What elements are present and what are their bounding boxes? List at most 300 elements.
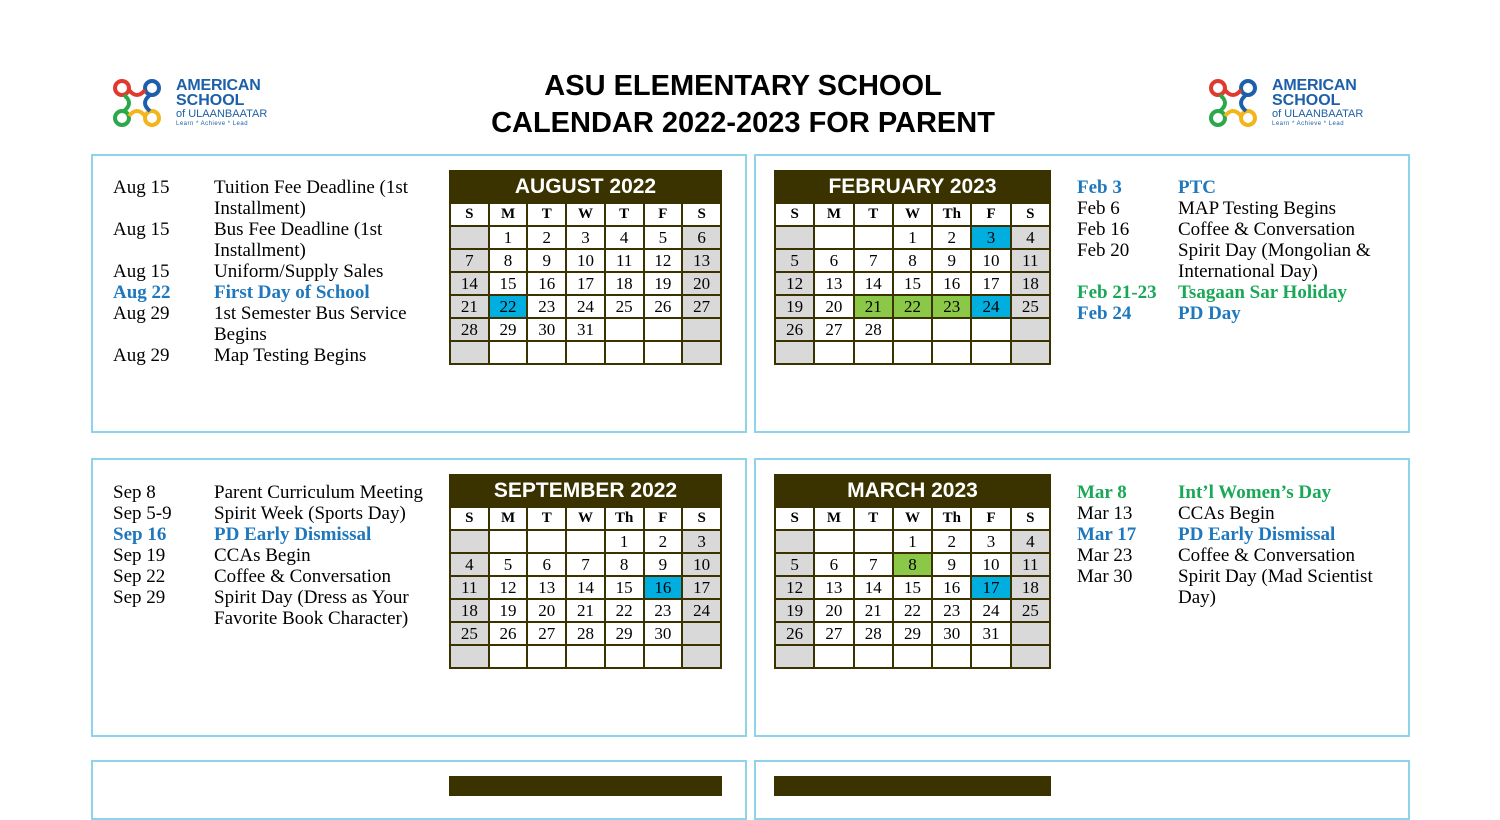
calendar-day-cell: 11: [605, 249, 644, 272]
calendar-day-cell: [814, 341, 853, 364]
calendar-day-cell: 22: [893, 295, 932, 318]
event-date: Mar 8: [1077, 482, 1127, 503]
page-subtitle: CALENDAR 2022-2023 FOR PARENT: [491, 107, 995, 139]
calendar-day-cell: 27: [682, 295, 721, 318]
event-description: Spirit Day (Mongolian & International Day): [1178, 240, 1371, 282]
events-march: [1077, 482, 1397, 608]
event-date: Aug 22: [113, 282, 171, 303]
event-item: [113, 524, 433, 545]
calendar-day-cell: 1: [605, 530, 644, 553]
event-description: PD Day: [1178, 303, 1241, 324]
calendar-day-cell: [1011, 318, 1050, 341]
calendar-day-cell: 23: [527, 295, 566, 318]
calendar-day-cell: [527, 645, 566, 668]
event-item: [1077, 566, 1397, 608]
calendar-day-cell: 5: [775, 553, 814, 576]
event-item: [113, 566, 433, 587]
month-title: SEPTEMBER 2022: [450, 475, 721, 507]
calendar-day-cell: [971, 341, 1010, 364]
event-item: [113, 587, 433, 629]
calendar-day-cell: [1011, 622, 1050, 645]
weekday-header: T: [527, 203, 566, 226]
calendar-day-cell: [450, 341, 489, 364]
calendar-day-cell: 16: [932, 272, 971, 295]
calendar-week-row: [450, 599, 721, 622]
event-description: Bus Fee Deadline (1st Installment): [214, 219, 383, 261]
calendar-day-cell: 23: [932, 295, 971, 318]
event-description: MAP Testing Begins: [1178, 198, 1337, 219]
calendar-day-cell: 28: [450, 318, 489, 341]
weekday-header: S: [1011, 507, 1050, 530]
calendar-day-cell: [775, 341, 814, 364]
weekday-header: M: [489, 507, 528, 530]
calendar-day-cell: 29: [605, 622, 644, 645]
calendar-week-row: [450, 318, 721, 341]
calendar-day-cell: 12: [644, 249, 683, 272]
calendar-day-cell: [775, 645, 814, 668]
calendar-day-cell: 1: [893, 530, 932, 553]
calendar-day-cell: 7: [854, 553, 893, 576]
calendar-week-row: [775, 576, 1050, 599]
calendar-day-cell: 7: [450, 249, 489, 272]
calendar-day-cell: [854, 530, 893, 553]
calendar-day-cell: 19: [775, 295, 814, 318]
calendar-day-cell: 21: [566, 599, 605, 622]
calendar-day-cell: 26: [775, 318, 814, 341]
event-date: Sep 19: [113, 545, 166, 566]
calendar-day-cell: [971, 318, 1010, 341]
weekday-header: T: [605, 203, 644, 226]
weekday-header: F: [971, 203, 1010, 226]
event-description: Spirit Day (Dress as Your Favorite Book Character): [214, 587, 409, 629]
calendar-day-cell: 4: [1011, 226, 1050, 249]
event-item: [113, 482, 433, 503]
event-date: Feb 20: [1077, 240, 1130, 261]
calendar-day-cell: 21: [854, 295, 893, 318]
calendar-day-cell: 24: [682, 599, 721, 622]
calendar-day-cell: 3: [566, 226, 605, 249]
calendar-day-cell: 25: [1011, 295, 1050, 318]
calendar-week-row: [775, 341, 1050, 364]
calendar-day-cell: [682, 318, 721, 341]
calendar-day-cell: [775, 226, 814, 249]
calendar-day-cell: 14: [450, 272, 489, 295]
calendar-day-cell: 4: [1011, 530, 1050, 553]
event-date: Mar 30: [1077, 566, 1133, 587]
calendar-day-cell: 9: [527, 249, 566, 272]
calendar-day-cell: [566, 341, 605, 364]
calendar-day-cell: 25: [1011, 599, 1050, 622]
event-description: Coffee & Conversation: [1178, 219, 1355, 240]
calendar-day-cell: [644, 318, 683, 341]
event-item: [113, 345, 433, 366]
weekday-header: T: [527, 507, 566, 530]
calendar-day-cell: [814, 530, 853, 553]
month-title: MARCH 2023: [775, 475, 1050, 507]
calendar-day-cell: [1011, 645, 1050, 668]
calendar-day-cell: 29: [893, 622, 932, 645]
event-item: [1077, 545, 1397, 566]
calendar-day-cell: 19: [644, 272, 683, 295]
event-description: Spirit Day (Mad Scientist Day): [1178, 566, 1373, 608]
calendar-day-cell: [605, 645, 644, 668]
calendar-day-cell: [450, 530, 489, 553]
calendar-day-cell: 5: [489, 553, 528, 576]
calendar-day-cell: 29: [489, 318, 528, 341]
calendar-day-cell: 30: [527, 318, 566, 341]
calendar-day-cell: [893, 318, 932, 341]
weekday-header: S: [450, 203, 489, 226]
calendar-day-cell: 2: [932, 530, 971, 553]
weekday-header: M: [814, 203, 853, 226]
calendar-day-cell: [814, 645, 853, 668]
events-august: [113, 177, 433, 366]
calendar-day-cell: 25: [605, 295, 644, 318]
calendar-day-cell: 14: [854, 576, 893, 599]
calendar-day-cell: 22: [489, 295, 528, 318]
calendar-day-cell: 18: [1011, 576, 1050, 599]
event-description: 1st Semester Bus Service Begins: [214, 303, 407, 345]
calendar-day-cell: 31: [566, 318, 605, 341]
calendar-day-cell: 21: [854, 599, 893, 622]
calendar-day-cell: 5: [644, 226, 683, 249]
weekday-header: F: [971, 507, 1010, 530]
calendar-week-row: [450, 622, 721, 645]
calendar-day-cell: 14: [566, 576, 605, 599]
weekday-header: M: [814, 507, 853, 530]
calendar-day-cell: 15: [893, 272, 932, 295]
calendar-week-row: [775, 530, 1050, 553]
event-description: Tuition Fee Deadline (1st Installment): [214, 177, 409, 219]
event-date: Sep 5-9: [113, 503, 172, 524]
event-date: Feb 3: [1077, 177, 1122, 198]
calendar-week-row: [775, 226, 1050, 249]
calendar-day-cell: 9: [644, 553, 683, 576]
event-date: Sep 16: [113, 524, 167, 545]
weekday-header: S: [775, 507, 814, 530]
month-title: AUGUST 2022: [450, 171, 721, 203]
weekday-header: F: [644, 203, 683, 226]
calendar-day-cell: 19: [775, 599, 814, 622]
calendar-week-row: [450, 272, 721, 295]
weekday-header: M: [489, 203, 528, 226]
weekday-header: T: [854, 507, 893, 530]
calendar-day-cell: [566, 645, 605, 668]
weekday-header: Th: [932, 507, 971, 530]
calendar-day-cell: 6: [682, 226, 721, 249]
calendar-day-cell: 28: [854, 318, 893, 341]
calendar-day-cell: 17: [566, 272, 605, 295]
calendar-august: [449, 170, 722, 365]
calendar-day-cell: 15: [893, 576, 932, 599]
calendar-day-cell: 16: [644, 576, 683, 599]
event-item: [1077, 240, 1397, 282]
event-date: Mar 23: [1077, 545, 1133, 566]
calendar-day-cell: [814, 226, 853, 249]
event-description: Parent Curriculum Meeting: [214, 482, 423, 503]
calendar-day-cell: 15: [605, 576, 644, 599]
calendar-day-cell: 12: [775, 272, 814, 295]
weekday-header: Th: [605, 507, 644, 530]
calendar-march: [774, 474, 1051, 669]
calendar-day-cell: [605, 318, 644, 341]
calendar-day-cell: 13: [814, 272, 853, 295]
event-description: First Day of School: [214, 282, 370, 303]
calendar-day-cell: 20: [814, 295, 853, 318]
calendar-day-cell: [605, 341, 644, 364]
calendar-day-cell: [682, 622, 721, 645]
calendar-day-cell: 3: [682, 530, 721, 553]
calendar-day-cell: 10: [682, 553, 721, 576]
event-item: [1077, 198, 1397, 219]
calendar-day-cell: [450, 645, 489, 668]
event-date: Aug 15: [113, 177, 170, 198]
event-description: CCAs Begin: [1178, 503, 1275, 524]
calendar-week-row: [775, 249, 1050, 272]
calendar-day-cell: [489, 645, 528, 668]
calendar-day-cell: 28: [566, 622, 605, 645]
page-title: ASU ELEMENTARY SCHOOL: [544, 70, 942, 102]
weekday-header: T: [854, 203, 893, 226]
event-date: Aug 29: [113, 303, 170, 324]
logo-tagline: Learn * Achieve * Lead: [176, 121, 249, 127]
event-description: PD Early Dismissal: [1178, 524, 1336, 545]
event-item: [113, 177, 433, 219]
calendar-day-cell: 10: [971, 553, 1010, 576]
calendar-week-row: [450, 530, 721, 553]
weekday-header: W: [566, 507, 605, 530]
calendar-day-cell: 1: [489, 226, 528, 249]
calendar-day-cell: 14: [854, 272, 893, 295]
calendar-day-cell: 3: [971, 530, 1010, 553]
event-item: [113, 282, 433, 303]
logo-line3: of ULAANBAATAR: [176, 108, 268, 120]
event-date: Sep 29: [113, 587, 166, 608]
calendar-day-cell: 27: [814, 318, 853, 341]
calendar-day-cell: 10: [566, 249, 605, 272]
event-description: Map Testing Begins: [214, 345, 367, 366]
calendar-day-cell: 8: [489, 249, 528, 272]
event-item: [1077, 303, 1397, 324]
event-item: [1077, 177, 1397, 198]
event-item: [1077, 219, 1397, 240]
calendar-day-cell: 16: [932, 576, 971, 599]
calendar-day-cell: 15: [489, 272, 528, 295]
event-date: Aug 15: [113, 219, 170, 240]
calendar-day-cell: 12: [775, 576, 814, 599]
event-date: Sep 22: [113, 566, 166, 587]
calendar-day-cell: 9: [932, 553, 971, 576]
weekday-header: S: [682, 507, 721, 530]
calendar-day-cell: [489, 341, 528, 364]
calendar-day-cell: 31: [971, 622, 1010, 645]
calendar-day-cell: 11: [1011, 553, 1050, 576]
calendar-day-cell: [932, 318, 971, 341]
calendar-day-cell: 28: [854, 622, 893, 645]
calendar-day-cell: 11: [450, 576, 489, 599]
calendar-day-cell: 5: [775, 249, 814, 272]
event-description: Tsagaan Sar Holiday: [1178, 282, 1347, 303]
calendar-day-cell: 22: [605, 599, 644, 622]
calendar-day-cell: [566, 530, 605, 553]
calendar-february: [774, 170, 1051, 365]
calendar-day-cell: [971, 645, 1010, 668]
calendar-day-cell: [644, 645, 683, 668]
calendar-september: [449, 474, 722, 669]
calendar-day-cell: 9: [932, 249, 971, 272]
calendar-day-cell: [893, 341, 932, 364]
calendar-day-cell: 6: [814, 553, 853, 576]
calendar-day-cell: 17: [682, 576, 721, 599]
calendar-day-cell: 6: [527, 553, 566, 576]
calendar-day-cell: 17: [971, 272, 1010, 295]
event-date: Aug 29: [113, 345, 170, 366]
calendar-day-cell: 22: [893, 599, 932, 622]
calendar-day-cell: 6: [814, 249, 853, 272]
calendar-day-cell: 2: [644, 530, 683, 553]
event-description: Uniform/Supply Sales: [214, 261, 384, 282]
calendar-day-cell: 13: [527, 576, 566, 599]
calendar-day-cell: 17: [971, 576, 1010, 599]
event-date: Sep 8: [113, 482, 156, 503]
event-date: Feb 24: [1077, 303, 1132, 324]
calendar-day-cell: [527, 341, 566, 364]
calendar-day-cell: [775, 530, 814, 553]
weekday-header: W: [893, 507, 932, 530]
event-description: PTC: [1178, 177, 1216, 198]
calendar-day-cell: 13: [814, 576, 853, 599]
calendar-day-cell: 12: [489, 576, 528, 599]
calendar-week-row: [775, 553, 1050, 576]
logo-line1: AMERICAN: [176, 77, 261, 94]
calendar-day-cell: [854, 645, 893, 668]
calendar-day-cell: 26: [489, 622, 528, 645]
calendar-day-cell: 23: [644, 599, 683, 622]
calendar-day-cell: 27: [814, 622, 853, 645]
calendar-day-cell: [854, 341, 893, 364]
calendar-day-cell: 26: [644, 295, 683, 318]
calendar-day-cell: 30: [644, 622, 683, 645]
calendar-day-cell: 2: [527, 226, 566, 249]
calendar-day-cell: 1: [893, 226, 932, 249]
calendar-day-cell: 19: [489, 599, 528, 622]
calendar-day-cell: 7: [566, 553, 605, 576]
calendar-day-cell: 26: [775, 622, 814, 645]
weekday-header: F: [644, 507, 683, 530]
event-description: CCAs Begin: [214, 545, 311, 566]
calendar-day-cell: [932, 341, 971, 364]
weekday-header: W: [893, 203, 932, 226]
calendar-day-cell: 23: [932, 599, 971, 622]
calendar-day-cell: 4: [605, 226, 644, 249]
logo-line2: SCHOOL: [176, 92, 245, 109]
event-item: [113, 303, 433, 345]
calendar-day-cell: 2: [932, 226, 971, 249]
calendar-week-row: [775, 622, 1050, 645]
month-title: FEBRUARY 2023: [775, 171, 1050, 203]
calendar-day-cell: 18: [605, 272, 644, 295]
calendar-day-cell: 3: [971, 226, 1010, 249]
calendar-week-row: [450, 341, 721, 364]
event-item: [113, 261, 433, 282]
calendar-day-cell: [932, 645, 971, 668]
event-date: Feb 16: [1077, 219, 1130, 240]
event-item: [1077, 524, 1397, 545]
calendar-week-row: [775, 272, 1050, 295]
calendar-day-cell: 8: [893, 553, 932, 576]
calendar-week-row: [775, 645, 1050, 668]
calendar-day-cell: 16: [527, 272, 566, 295]
event-item: [113, 219, 433, 261]
event-date: Feb 21-23: [1077, 282, 1157, 303]
calendar-day-cell: 20: [682, 272, 721, 295]
month-header-partial: [774, 776, 1051, 796]
logo-line1: AMERICAN: [1272, 77, 1357, 94]
logo-line3: of ULAANBAATAR: [1272, 108, 1364, 120]
calendar-day-cell: 18: [450, 599, 489, 622]
weekday-header: S: [1011, 203, 1050, 226]
event-item: [113, 545, 433, 566]
calendar-day-cell: 21: [450, 295, 489, 318]
calendar-week-row: [775, 599, 1050, 622]
calendar-day-cell: 8: [893, 249, 932, 272]
calendar-day-cell: 8: [605, 553, 644, 576]
weekday-header: W: [566, 203, 605, 226]
calendar-day-cell: 7: [854, 249, 893, 272]
calendar-day-cell: [682, 645, 721, 668]
logo-tagline: Learn * Achieve * Lead: [1272, 121, 1345, 127]
calendar-day-cell: [854, 226, 893, 249]
calendar-week-row: [450, 645, 721, 668]
calendar-day-cell: 27: [527, 622, 566, 645]
calendar-week-row: [775, 318, 1050, 341]
event-item: [113, 503, 433, 524]
calendar-week-row: [450, 249, 721, 272]
calendar-day-cell: [489, 530, 528, 553]
calendar-day-cell: [682, 341, 721, 364]
calendar-day-cell: [527, 530, 566, 553]
logo-line2: SCHOOL: [1272, 92, 1341, 109]
calendar-day-cell: 24: [971, 295, 1010, 318]
calendar-week-row: [450, 295, 721, 318]
calendar-day-cell: 20: [814, 599, 853, 622]
event-date: Feb 6: [1077, 198, 1120, 219]
calendar-day-cell: [893, 645, 932, 668]
events-february: [1077, 177, 1397, 324]
event-date: Aug 15: [113, 261, 170, 282]
calendar-day-cell: 10: [971, 249, 1010, 272]
calendar-day-cell: 20: [527, 599, 566, 622]
calendar-day-cell: 30: [932, 622, 971, 645]
calendar-day-cell: 13: [682, 249, 721, 272]
month-header-partial: [449, 776, 722, 796]
weekday-header: S: [682, 203, 721, 226]
calendar-week-row: [450, 553, 721, 576]
events-september: [113, 482, 433, 629]
calendar-week-row: [450, 226, 721, 249]
calendar-day-cell: 25: [450, 622, 489, 645]
calendar-day-cell: 18: [1011, 272, 1050, 295]
event-item: [1077, 282, 1397, 303]
calendar-week-row: [775, 295, 1050, 318]
calendar-day-cell: [1011, 341, 1050, 364]
calendar-day-cell: 24: [971, 599, 1010, 622]
calendar-day-cell: 24: [566, 295, 605, 318]
calendar-day-cell: [450, 226, 489, 249]
event-date: Mar 13: [1077, 503, 1133, 524]
calendar-day-cell: 4: [450, 553, 489, 576]
event-description: Int’l Women’s Day: [1178, 482, 1332, 503]
